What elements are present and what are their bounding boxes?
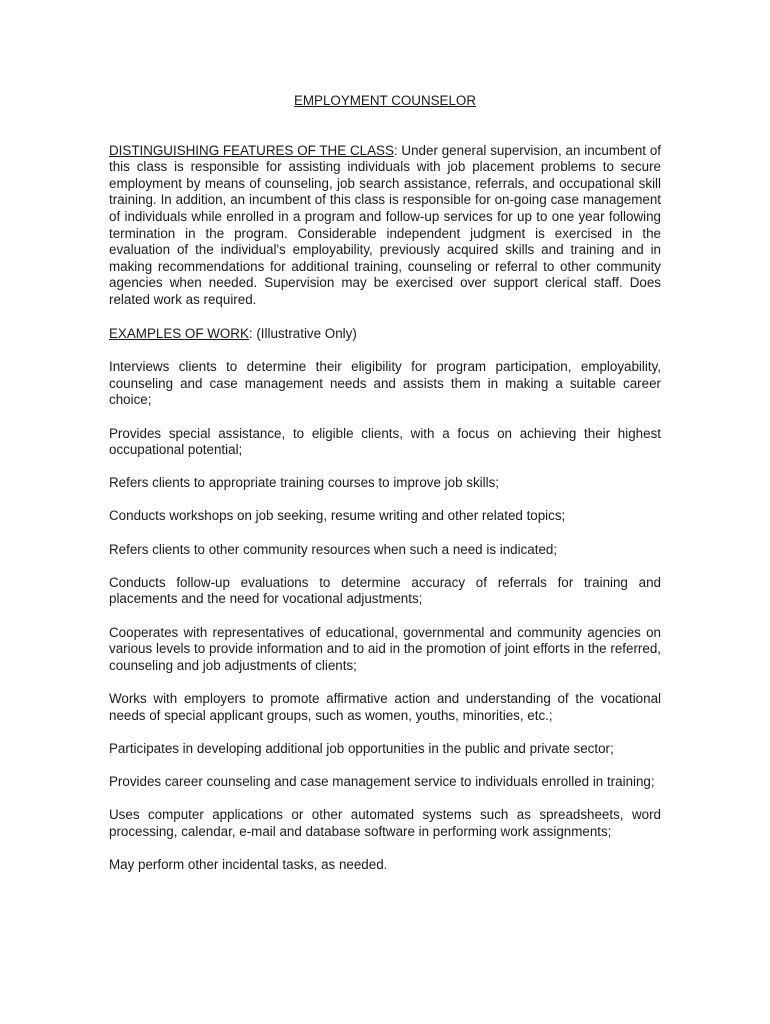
example-item: Uses computer applications or other automated systems such as spreadsheets, word processing, calendar, e-mail and database software in performing work assignments; — [109, 807, 661, 839]
distinguishing-features-heading: DISTINGUISHING FEATURES OF THE CLASS — [109, 142, 394, 158]
distinguishing-features-paragraph — [109, 143, 661, 309]
example-item: Participates in developing additional job opportunities in the public and private sector; — [109, 740, 614, 756]
example-item: Conducts follow-up evaluations to determine accuracy of referrals for training and placements and the need for vocational adjustments; — [109, 574, 661, 607]
example-item: May perform other incidental tasks, as needed. — [109, 856, 388, 872]
examples-of-work-note: : (Illustrative Only) — [248, 325, 357, 341]
document-title: EMPLOYMENT COUNSELOR — [293, 93, 477, 108]
example-item: Refers clients to appropriate training courses to improve job skills; — [109, 475, 499, 491]
examples-of-work-list — [109, 359, 661, 873]
example-item: Interviews clients to determine their eligibility for program participation, employability, counseling and case management needs and assists them in making a suitable career choice; — [109, 359, 661, 408]
example-item: Provides career counseling and case management service to individuals enrolled in training; — [109, 773, 655, 789]
example-item: Provides special assistance, to eligible clients, with a focus on achieving their highest occupational potential; — [109, 425, 661, 458]
examples-of-work-heading-line — [109, 326, 661, 343]
document-page — [109, 93, 661, 890]
example-item: Refers clients to other community resources when such a need is indicated; — [109, 541, 558, 557]
example-item: Cooperates with representatives of educational, governmental and community agencies on various levels to provide information and to aid in the promotion of joint efforts in the referred, counseling and job adjustments of clients; — [109, 624, 661, 673]
example-item: Conducts workshops on job seeking, resume writing and other related topics; — [109, 508, 566, 524]
distinguishing-features-text: : Under general supervision, an incumbent of this class is responsible for assisting individuals with job placement problems to secure employment by means of counseling, job search assistance, referrals, and occupational skill training. In addition, an incumbent of this class is responsible for on-going case management of individuals while enrolled in a program and follow-up services for up to one year following termination in the program. Considerable independent judgment is exercised in the evaluation of the individual's employability, previously acquired skills and training and in making recommendations for additional training, counseling or referral to other community agencies when needed. Supervision may be exercised over support clerical staff. Does related work as required. — [109, 142, 661, 307]
example-item: Works with employers to promote affirmative action and understanding of the vocational needs of special applicant groups, such as women, youths, minorities, etc.; — [109, 691, 661, 723]
examples-of-work-heading: EXAMPLES OF WORK — [109, 325, 249, 341]
